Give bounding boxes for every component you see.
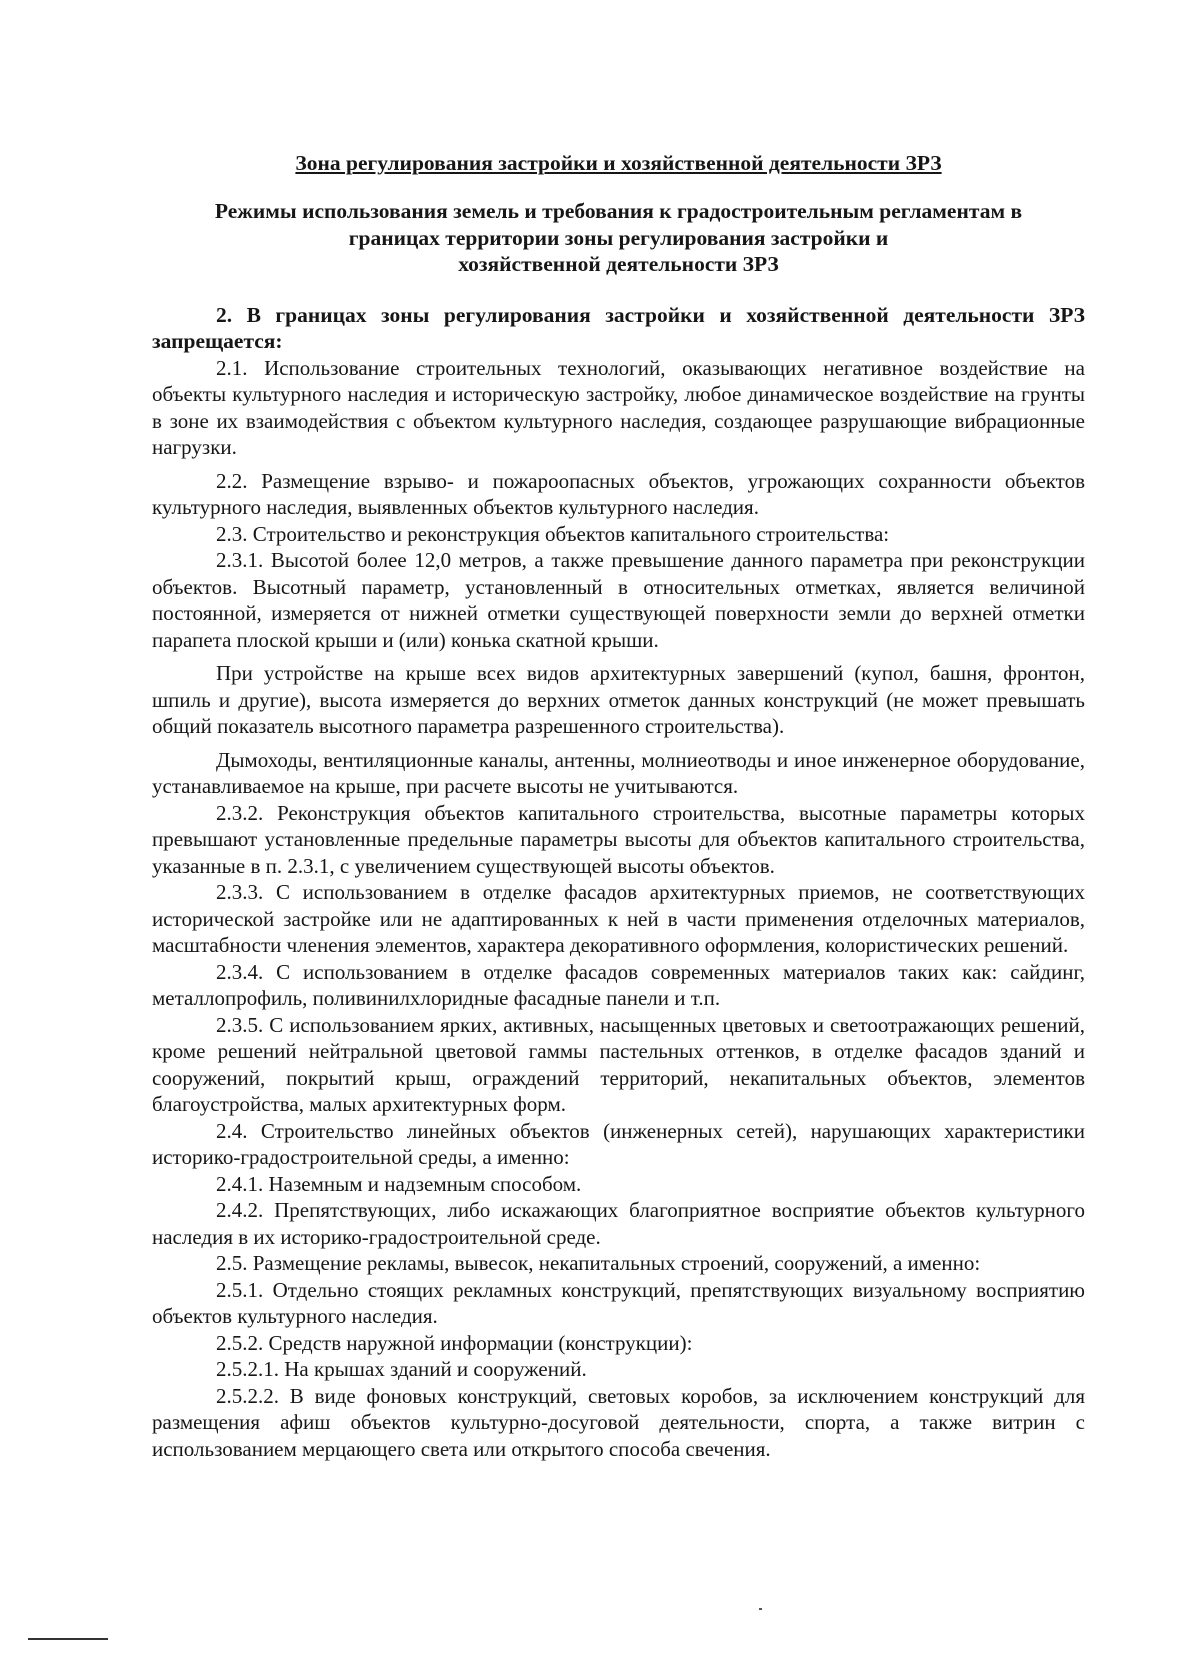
paragraph-2-3-4: 2.3.4. С использованием в отделке фасадов современных материалов таких как: сайдинг, металлопрофиль, поливинилхлоридные фасадные панели и т.п. [152, 959, 1085, 1010]
margin-line [28, 1638, 108, 1640]
paragraph-2-4: 2.4. Строительство линейных объектов (инженерных сетей), нарушающих характеристики историко-градостроительной среды, а именно: [152, 1118, 1085, 1169]
scan-speck [759, 1608, 762, 1610]
paragraph-2-3-1: 2.3.1. Высотой более 12,0 метров, а также превышение данного параметра при реконструкции объектов. Высотный параметр, установленный в относительных отметках, является величиной постоянной, измеряется от нижней отметки существующей поверхности земли до верхней отметки парапета плоской крыши и (или) конька скатной крыши. [152, 548, 1085, 652]
zone-title: Зона регулирования застройки и хозяйственной деятельности ЗРЗ [295, 151, 942, 175]
paragraph-2-3: 2.3. Строительство и реконструкция объектов капитального строительства: [216, 521, 890, 546]
paragraph-2-4-2: 2.4.2. Препятствующих, либо искажающих благоприятное восприятие объектов культурного наследия в их историко-градостроительной среде. [152, 1198, 1085, 1249]
paragraph-2-5-2-2: 2.5.2.2. В виде фоновых конструкций, световых коробов, за исключением конструкций для размещения афиш объектов культурно-досуговой деятельности, спорта, а также витрин с использованием мерцающего света или открытого способа свечения. [152, 1383, 1085, 1461]
subtitle-line-1: Режимы использования земель и требования к градостроительным регламентам в [214, 199, 1023, 223]
regime-subtitle [152, 198, 1085, 278]
paragraph-2-2: 2.2. Размещение взрыво- и пожароопасных объектов, угрожающих сохранности объектов культурного наследия, выявленных объектов культурного наследия. [152, 468, 1085, 519]
subtitle-line-3: хозяйственной деятельности ЗРЗ [458, 252, 779, 276]
section-heading: 2. В границах зоны регулирования застройки и хозяйственной деятельности ЗРЗ запрещается: [152, 302, 1085, 353]
document-page [152, 150, 1085, 1462]
paragraph-2-5-2-1: 2.5.2.1. На крышах зданий и сооружений. [216, 1357, 587, 1381]
paragraph-2-1: 2.1. Использование строительных технологий, оказывающих негативное воздействие на объекты культурного наследия и историческую застройку, любое динамическое воздействие на грунты в зоне их взаимодействия с объектом культурного наследия, создающее разрушающие вибрационные нагрузки. [152, 355, 1085, 459]
paragraph-roof-structures: При устройстве на крыше всех видов архитектурных завершений (купол, башня, фронтон, шпиль и другие), высота измеряется до верхних отметок данных конструкций (не может превышать общий показатель высотного параметра разрешенного строительства). [152, 661, 1085, 738]
subtitle-line-2: границах территории зоны регулирования застройки и [348, 225, 889, 250]
paragraph-2-3-3: 2.3.3. С использованием в отделке фасадов архитектурных приемов, не соответствующих исторической застройке или не адаптированных к ней в части применения отделочных материалов, масштабности членения элементов, характера декоративного оформления, колористических решений. [152, 880, 1085, 957]
paragraph-chimneys: Дымоходы, вентиляционные каналы, антенны, молниеотводы и иное инженерное оборудование, устанавливаемое на крыше, при расчете высоты не учитываются. [152, 747, 1085, 798]
paragraph-2-3-5: 2.3.5. С использованием ярких, активных, насыщенных цветовых и светоотражающих решений, кроме решений нейтральной цветовой гаммы пастельных оттенков, в отделке фасадов зданий и сооружений, покрытий крыш, ограждений территорий, некапитальных объектов, элементов благоустройства, малых архитектурных форм. [152, 1012, 1085, 1116]
paragraph-2-4-1: 2.4.1. Наземным и надземным способом. [216, 1171, 582, 1196]
paragraph-2-5-1: 2.5.1. Отдельно стоящих рекламных конструкций, препятствующих визуальному восприятию объектов культурного наследия. [152, 1277, 1085, 1328]
paragraph-2-5-2: 2.5.2. Средств наружной информации (конструкции): [216, 1330, 693, 1355]
paragraph-2-5: 2.5. Размещение рекламы, вывесок, некапитальных строений, сооружений, а именно: [216, 1251, 981, 1275]
paragraph-2-3-2: 2.3.2. Реконструкция объектов капитального строительства, высотные параметры которых превышают установленные предельные параметры высоты для объектов капитального строительства, указанные в п. 2.3.1, с увеличением существующей высоты объектов. [152, 800, 1085, 878]
